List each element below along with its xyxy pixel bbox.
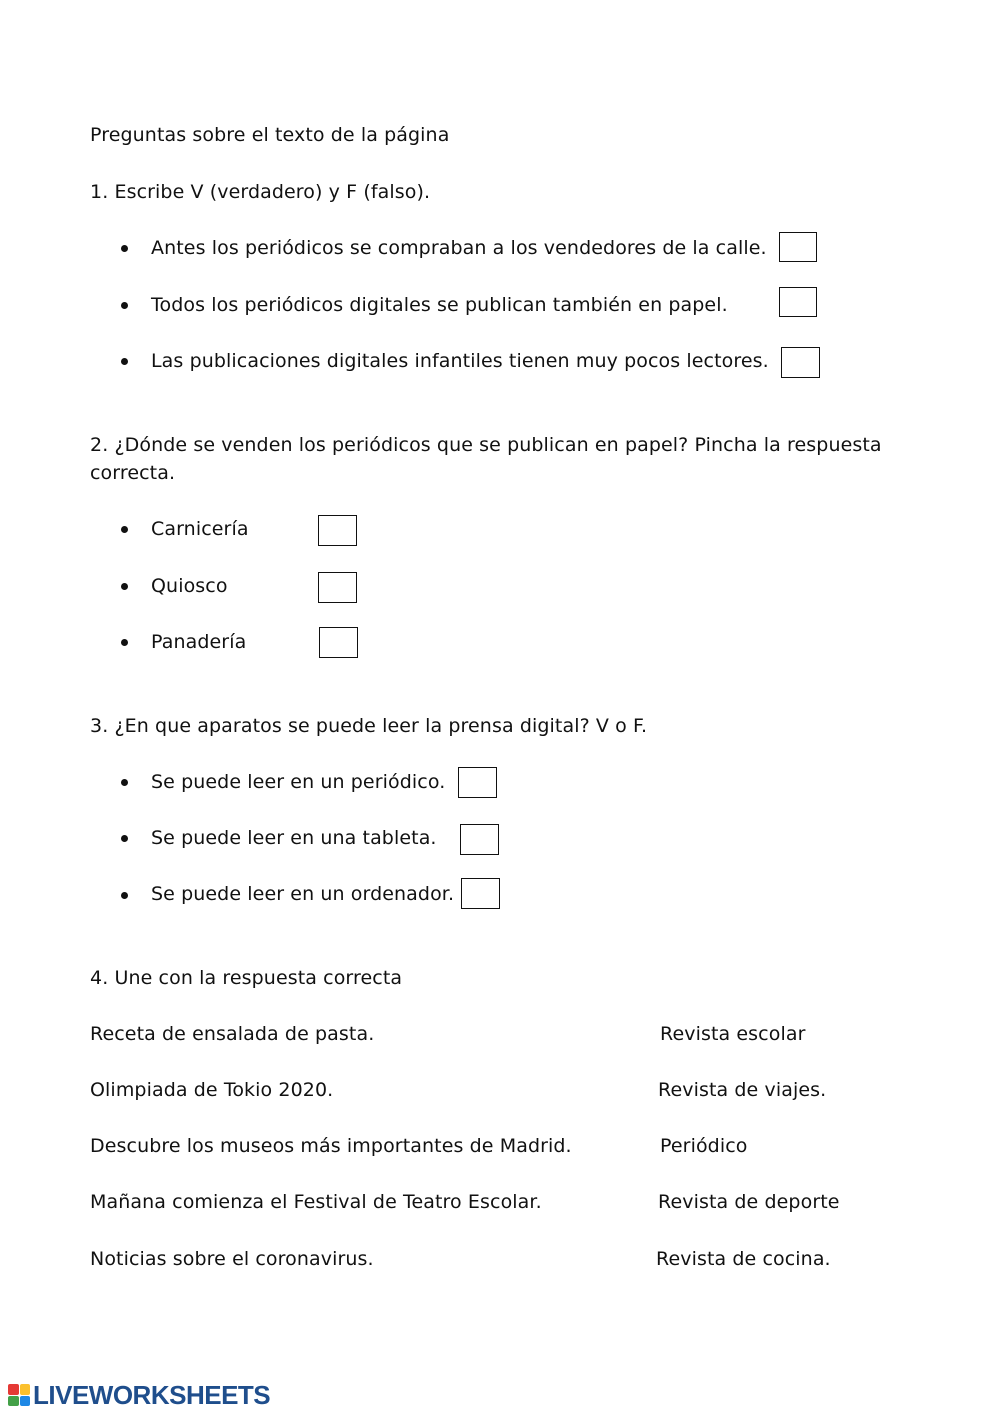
liveworksheets-logo bbox=[8, 1380, 270, 1410]
match-left-2[interactable]: Olimpiada de Tokio 2020. bbox=[90, 1079, 334, 1101]
q2-option-box-3[interactable] bbox=[319, 627, 358, 658]
logo-square-yellow bbox=[20, 1384, 31, 1395]
q3-answer-box-2[interactable] bbox=[460, 824, 499, 855]
q2-option-box-2[interactable] bbox=[318, 572, 357, 603]
page-title: Preguntas sobre el texto de la página bbox=[90, 124, 450, 146]
q3-statement-3: Se puede leer en un ordenador. bbox=[151, 883, 455, 905]
question-1-heading: 1. Escribe V (verdadero) y F (falso). bbox=[90, 181, 431, 203]
logo-square-green bbox=[8, 1396, 19, 1407]
bullet-icon bbox=[121, 583, 128, 590]
q2-option-1: Carnicería bbox=[151, 518, 249, 540]
q2-option-2: Quiosco bbox=[151, 575, 228, 597]
question-2-heading-line-2: correcta. bbox=[90, 462, 176, 484]
question-2-heading-line-1: 2. ¿Dónde se venden los periódicos que se publican en papel? Pincha la respuesta bbox=[90, 434, 882, 456]
match-right-1[interactable]: Revista escolar bbox=[660, 1023, 806, 1045]
q3-statement-2: Se puede leer en una tableta. bbox=[151, 827, 437, 849]
q3-statement-1: Se puede leer en un periódico. bbox=[151, 771, 446, 793]
logo-grid-icon bbox=[8, 1384, 30, 1406]
bullet-icon bbox=[121, 358, 128, 365]
match-left-3[interactable]: Descubre los museos más importantes de Madrid. bbox=[90, 1135, 572, 1157]
logo-square-red bbox=[8, 1384, 19, 1395]
q3-answer-box-3[interactable] bbox=[461, 878, 500, 909]
q1-statement-3: Las publicaciones digitales infantiles tienen muy pocos lectores. bbox=[151, 350, 769, 372]
match-right-2[interactable]: Revista de viajes. bbox=[658, 1079, 827, 1101]
q1-answer-box-1[interactable] bbox=[779, 232, 817, 262]
bullet-icon bbox=[121, 639, 128, 646]
q2-option-3: Panadería bbox=[151, 631, 247, 653]
q2-option-box-1[interactable] bbox=[318, 515, 357, 546]
match-right-3[interactable]: Periódico bbox=[660, 1135, 748, 1157]
match-left-4[interactable]: Mañana comienza el Festival de Teatro Escolar. bbox=[90, 1191, 542, 1213]
logo-text: LIVEWORKSHEETS bbox=[33, 1379, 271, 1410]
q1-answer-box-2[interactable] bbox=[779, 287, 817, 317]
q3-answer-box-1[interactable] bbox=[458, 767, 497, 798]
bullet-icon bbox=[121, 526, 128, 533]
bullet-icon bbox=[121, 302, 128, 309]
bullet-icon bbox=[121, 245, 128, 252]
question-3-heading: 3. ¿En que aparatos se puede leer la prensa digital? V o F. bbox=[90, 715, 648, 737]
q1-answer-box-3[interactable] bbox=[781, 347, 820, 378]
q1-statement-2: Todos los periódicos digitales se publican también en papel. bbox=[151, 294, 728, 316]
match-left-5[interactable]: Noticias sobre el coronavirus. bbox=[90, 1248, 374, 1270]
q1-statement-1: Antes los periódicos se compraban a los vendedores de la calle. bbox=[151, 237, 767, 259]
bullet-icon bbox=[121, 835, 128, 842]
match-right-5[interactable]: Revista de cocina. bbox=[656, 1248, 831, 1270]
bullet-icon bbox=[121, 892, 128, 899]
match-left-1[interactable]: Receta de ensalada de pasta. bbox=[90, 1023, 375, 1045]
bullet-icon bbox=[121, 779, 128, 786]
logo-square-blue bbox=[20, 1396, 31, 1407]
question-4-heading: 4. Une con la respuesta correcta bbox=[90, 967, 403, 989]
match-right-4[interactable]: Revista de deporte bbox=[658, 1191, 840, 1213]
